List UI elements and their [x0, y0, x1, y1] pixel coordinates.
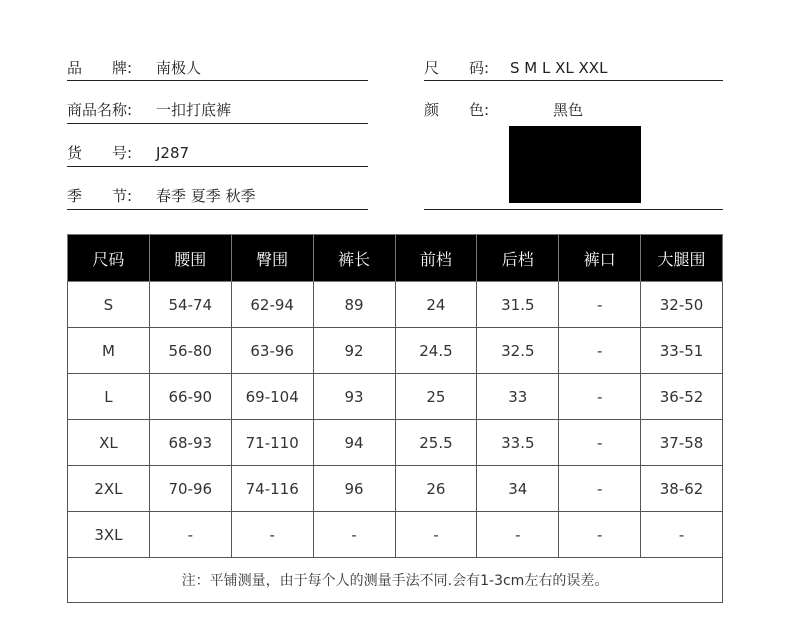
table-cell: 26 — [395, 466, 477, 512]
table-row — [68, 466, 723, 512]
table-cell: L — [68, 374, 150, 420]
table-cell: 31.5 — [477, 282, 559, 328]
table-cell: 56-80 — [149, 328, 231, 374]
color-swatch — [509, 126, 641, 203]
table-cell: 32-50 — [641, 282, 723, 328]
table-cell: 25.5 — [395, 420, 477, 466]
info-label: 季 节: — [67, 187, 133, 205]
info-label: 尺 码: — [424, 59, 490, 77]
table-cell: - — [641, 512, 723, 558]
table-cell: - — [149, 512, 231, 558]
table-row — [68, 328, 723, 374]
table-cell: 24 — [395, 282, 477, 328]
info-value: 南极人 — [156, 59, 202, 77]
divider — [67, 166, 368, 167]
table-cell: 92 — [313, 328, 395, 374]
header-cell: 大腿围 — [641, 235, 723, 282]
table-cell: - — [477, 512, 559, 558]
table-cell: - — [559, 282, 641, 328]
info-value: S M L XL XXL — [510, 59, 608, 77]
divider — [67, 209, 368, 210]
divider — [67, 80, 368, 81]
table-cell: 94 — [313, 420, 395, 466]
table-cell: 93 — [313, 374, 395, 420]
table-cell: - — [559, 420, 641, 466]
table-cell: 25 — [395, 374, 477, 420]
table-cell: 69-104 — [231, 374, 313, 420]
table-cell: 38-62 — [641, 466, 723, 512]
info-value: 春季 夏季 秋季 — [156, 187, 256, 205]
info-label: 颜 色: — [424, 101, 490, 119]
header-cell: 腰围 — [149, 235, 231, 282]
header-cell: 裤口 — [559, 235, 641, 282]
table-cell: XL — [68, 420, 150, 466]
header-cell: 后档 — [477, 235, 559, 282]
table-cell: 63-96 — [231, 328, 313, 374]
info-value: 黑色 — [553, 101, 584, 119]
table-cell: S — [68, 282, 150, 328]
header-cell: 臀围 — [231, 235, 313, 282]
info-label: 品 牌: — [67, 59, 133, 77]
table-cell: - — [559, 374, 641, 420]
header-cell: 裤长 — [313, 235, 395, 282]
table-cell: - — [559, 328, 641, 374]
table-cell: 54-74 — [149, 282, 231, 328]
table-cell: 32.5 — [477, 328, 559, 374]
table-cell: 33-51 — [641, 328, 723, 374]
header-cell: 前档 — [395, 235, 477, 282]
table-cell: 89 — [313, 282, 395, 328]
table-cell: 36-52 — [641, 374, 723, 420]
table-cell: 70-96 — [149, 466, 231, 512]
table-cell: 33.5 — [477, 420, 559, 466]
info-label: 货 号: — [67, 144, 133, 162]
table-cell: 68-93 — [149, 420, 231, 466]
measurement-note: 注：平铺测量，由于每个人的测量手法不同.会有1-3cm左右的误差。 — [68, 558, 723, 603]
table-header-row — [68, 235, 723, 282]
table-cell: 24.5 — [395, 328, 477, 374]
table-row — [68, 420, 723, 466]
info-value: J287 — [156, 144, 190, 162]
table-cell: 33 — [477, 374, 559, 420]
info-label: 商品名称: — [67, 101, 133, 119]
info-value: 一扣打底裤 — [156, 101, 232, 119]
table-cell: 34 — [477, 466, 559, 512]
table-cell: - — [395, 512, 477, 558]
table-row — [68, 282, 723, 328]
table-cell: - — [559, 466, 641, 512]
table-cell: - — [313, 512, 395, 558]
table-note-row — [68, 558, 723, 603]
table-row — [68, 374, 723, 420]
table-cell: 66-90 — [149, 374, 231, 420]
divider — [424, 80, 723, 81]
table-cell: 37-58 — [641, 420, 723, 466]
table-cell: 3XL — [68, 512, 150, 558]
divider — [424, 209, 723, 210]
table-cell: 96 — [313, 466, 395, 512]
header-cell: 尺码 — [68, 235, 150, 282]
table-cell: 62-94 — [231, 282, 313, 328]
table-cell: - — [559, 512, 641, 558]
table-row — [68, 512, 723, 558]
table-cell: - — [231, 512, 313, 558]
table-cell: 2XL — [68, 466, 150, 512]
table-cell: 74-116 — [231, 466, 313, 512]
divider — [67, 123, 368, 124]
table-cell: 71-110 — [231, 420, 313, 466]
table-cell: M — [68, 328, 150, 374]
size-table — [67, 234, 723, 603]
